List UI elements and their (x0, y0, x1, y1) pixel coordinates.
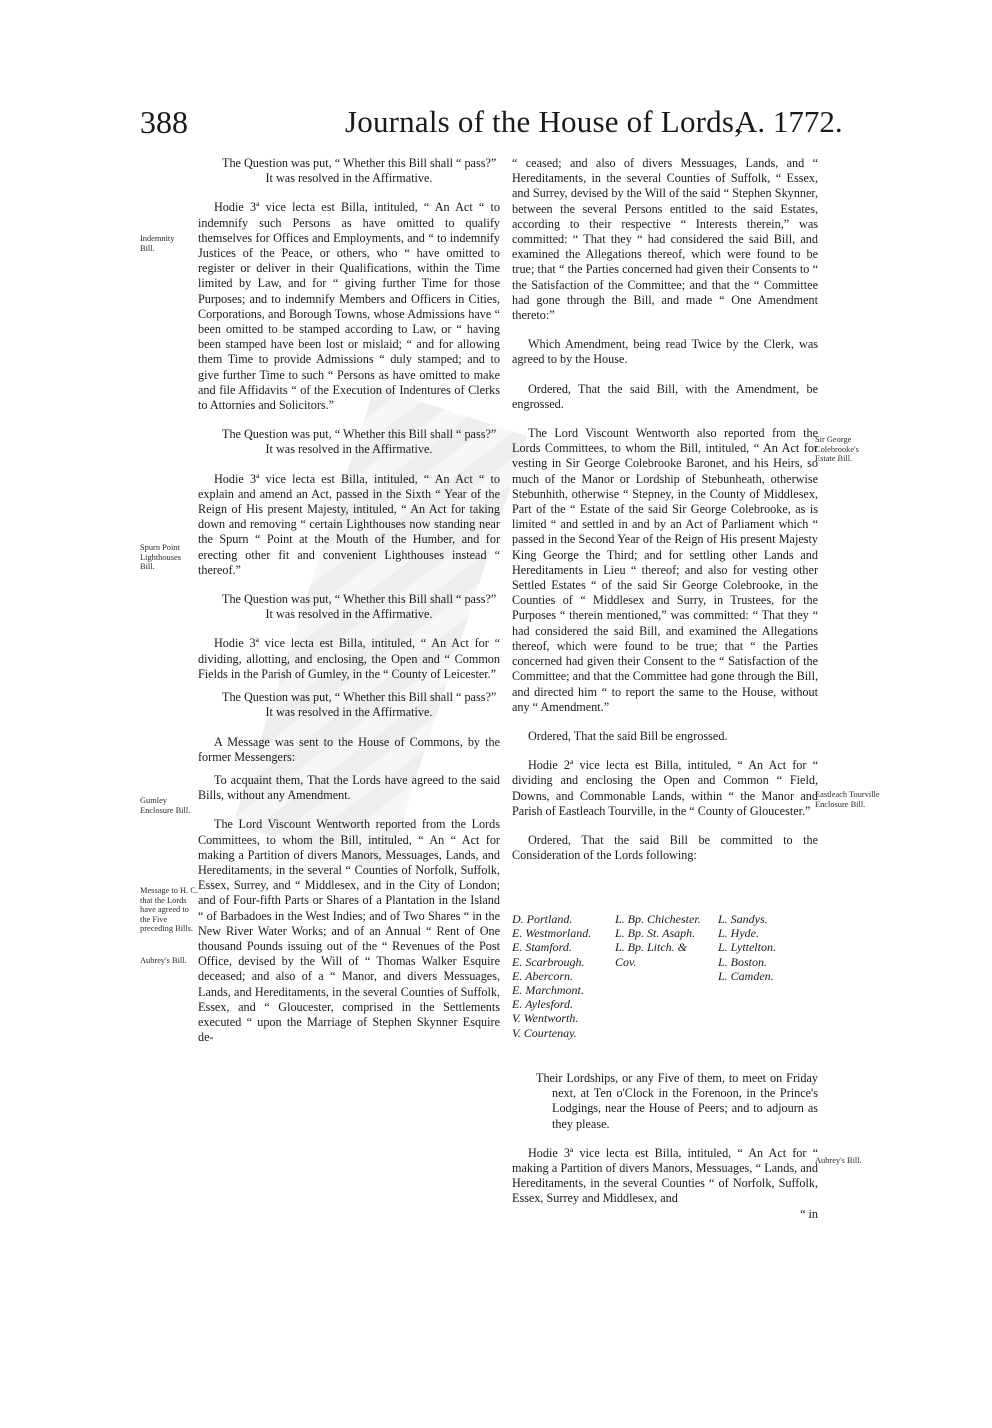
ordered-committed: Ordered, That the said Bill be committed to the Consideration of the Lords following: (512, 832, 818, 863)
lord-name: E. Westmorland. (512, 926, 592, 941)
lord-name: L. Lyttelton. (718, 940, 776, 955)
lord-name: L. Bp. St. Asaph. (615, 926, 696, 941)
amendment-text: Which Amendment, being read Twice by the Clerk, was agreed to by the House. (512, 337, 818, 367)
eastleach-bill-text: Hodie 2ª vice lecta est Billa, intituled, “ An Act for “ dividing and enclosing the Open and Common “ Field, Downs, and Commonable Lands, within “ the Manor and Parish of Eastleach Tourville, in the “ County of Gloucester.” (512, 758, 818, 818)
page-title: Journals of the House of Lords, (345, 104, 743, 139)
margin-note-spurn: Spurn Point Lighthouses Bill. (140, 543, 181, 572)
lord-name: E. Aylesford. (512, 997, 573, 1012)
question-4: The Question was put, “ Whether this Bill shall “ pass?” (222, 690, 497, 705)
lord-name: L. Bp. Chichester. (615, 912, 701, 926)
question-3: The Question was put, “ Whether this Bill shall “ pass?” (222, 592, 497, 607)
lord-name: V. Courtenay. (512, 1025, 577, 1040)
margin-note-message: Message to H. C. that the Lords have agreed to the Five preceding Bills. (140, 886, 198, 934)
gumley-bill-text: Hodie 3ª vice lecta est Billa, intituled, “ An Act for “ dividing, allotting, and enclosing, the Open and “ Common Fields in the Parish of Gumley, in the “ County of Leicester.” (198, 636, 500, 681)
lord-name: L. Bp. Litch. & Cov. (615, 940, 688, 969)
resolution-4: It was resolved in the Affirmative. (265, 705, 433, 720)
question-2: The Question was put, “ Whether this Bill shall “ pass?” (222, 427, 497, 442)
lord-name: E. Stamford. (512, 940, 572, 955)
resolution-3: It was resolved in the Affirmative. (265, 607, 433, 622)
aubrey-report-continued: “ ceased; and also of divers Messuages, Lands, and “ Hereditaments, in the several Counties of Suffolk, “ Essex, and Surrey, devised by the Will of the said “ Stephen Skynner, between the several Persons entitled to the said Estates, according to their respective “ Interests therein,” was committed: “ That they “ had considered the said Bill, and examined the Allegations thereof, which were found to be true; that “ the Parties concerned had given their Consents to “ the Satisfaction of the Committee; and that the “ Committee had gone through the Bill, and made “ One Amendment thereto:” (512, 156, 818, 323)
right-column (512, 156, 818, 863)
margin-note-indemnity: Indemnity Bill. (140, 234, 175, 253)
lord-name: E. Scarbrough. (512, 954, 585, 969)
ordered-engrossed-2: Ordered, That the said Bill be engrossed. (528, 728, 728, 743)
page-year: A. 1772. (735, 104, 843, 139)
ordered-engrossed-1: Ordered, That the said Bill, with the Amendment, be engrossed. (512, 381, 818, 411)
aubrey-report-text: The Lord Viscount Wentworth reported from the Lords Committees, to whom the Bill, intituled, “ An “ Act for making a Partition of divers Manors, Messuages, Lands, and Hereditaments, in the several “ Counties of Norfolk, Suffolk, Essex, Surrey, and “ Middlesex, and in the City of London; and of Four-fifth Parts or Shares of a Plantation in the Island “ of Barbadoes in the West Indies; and of Two Shares “ in the New River Water Works; and of an Annual “ Rent of One thousand Pounds issuing out of the “ Revenues of the Post Office, devised by the Will of “ Thomas Walker Esquire deceased; and also of a “ Manor, and divers Messuages, Lands, and Hereditaments, in the several Counties of Suffolk, Essex, and “ Gloucester, comprised in the Settlements executed “ upon the Marriage of Stephen Skynner Esquire de- (198, 817, 500, 1045)
meeting-text: Their Lordships, or any Five of them, to meet on Friday next, at Ten o'Clock in the Forenoon, in the Prince's Lodgings, near the House of Peers; and to adjourn as they please. (536, 1071, 818, 1131)
lord-name: D. Portland. (512, 912, 573, 926)
aubrey-third-reading: Hodie 3ª vice lecta est Billa, intituled, “ An Act for “ making a Partition of divers Manors, Messuages, “ Lands, and Hereditaments, in the several Counties “ of Norfolk, Suffolk, Essex, Surrey and Middlesex, and (512, 1145, 818, 1206)
lord-name: L. Sandys. (718, 912, 768, 926)
margin-note-eastleach: Eastleach Tourville Enclosure Bill. (815, 790, 880, 809)
lord-name: L. Boston. (718, 954, 768, 969)
indemnity-bill-text: Hodie 3ª vice lecta est Billa, intituled, “ An Act “ to indemnify such Persons as have omitted to qualify themselves for Offices and Employments, and “ to indemnify Justices of the Peace, or others, who “ have omitted to register or deliver in their Qualifications, within the Time limited by Law, and for “ giving further Time for those Purposes; and to indemnify Members and Officers in Cities, Corporations, and Borough Towns, whose Admissions have “ been omitted to be stamped according to Law, or “ having been stamped have been lost or mislaid; “ and for allowing them Time to provide Admissions “ duly stamped; and to give further Time to such “ Persons as have omitted to make and file Affidavits “ of the Execution of Indentures of Clerks to Attornies and Solicitors.” (198, 200, 500, 413)
left-column (198, 156, 500, 1045)
spurn-bill-text: Hodie 3ª vice lecta est Billa, intituled, “ An Act “ to explain and amend an Act, passed in the Sixth “ Year of the Reign of His present Majesty, intituled, “ An Act for taking down and removing “ certain Lighthouses now standing near the Spurn “ Point at the Mouth of the Humber, and for erecting other fit and convenient Lighthouses instead “ thereof.” (198, 471, 500, 577)
acquaint-text: To acquaint them, That the Lords have agreed to the said Bills, without any Amendment. (198, 772, 500, 803)
lord-name: L. Hyde. (718, 926, 759, 941)
resolution-2: It was resolved in the Affirmative. (265, 442, 433, 457)
lord-name: E. Abercorn. (512, 968, 573, 983)
colebrooke-report-text: The Lord Viscount Wentworth also reported from the Lords Committees, to whom the Bill, intituled, “ An Act for vesting in Sir George Colebrooke Baronet, and his Heirs, so much of the Manor or Lordship of Stebunheath, otherwise Stebunhith, otherwise “ Stepney, in the County of Middlesex, Part of the “ Estate of the said Sir George Colebrooke, as is limited “ and settled in and by an Act of Parliament which “ passed in the Second Year of the Reign of His present Majesty King George the Third; and for settling other Lands and Hereditaments in Lieu “ thereof; and also for vesting other Settled Estates “ of the said Sir George Colebrooke, in the Counties of “ Middlesex and Surry, in Trustees, for the Purposes “ therein mentioned,” was committed: “ That they “ had considered the said Bill, and examined the Allegations thereof, which were found to be true; that “ the Parties concerned had given their Consent to the “ Satisfaction of the Committee; and that the Committee had gone through the Bill, and directed him “ to report the same to the House, without any “ Amendment.” (512, 426, 818, 714)
lord-name: E. Marchmont. (512, 983, 584, 998)
margin-note-gumley: Gumley Enclosure Bill. (140, 796, 191, 815)
margin-note-colebrooke: Sir George Colebrooke's Estate Bill. (815, 435, 859, 464)
right-column-lower (512, 1071, 818, 1222)
margin-note-aubrey-left: Aubrey's Bill. (140, 956, 187, 965)
catchword: “ in (800, 1206, 818, 1221)
margin-note-aubrey-right: Aubrey's Bill. (815, 1156, 862, 1165)
lord-name: V. Wentworth. (512, 1011, 579, 1026)
message-text: A Message was sent to the House of Commons, by the former Messengers: (198, 734, 500, 764)
page-number: 388 (140, 104, 188, 140)
resolution-1: It was resolved in the Affirmative. (265, 171, 433, 186)
lord-name: L. Camden. (718, 968, 774, 983)
question-1: The Question was put, “ Whether this Bill shall “ pass?” (222, 156, 497, 170)
